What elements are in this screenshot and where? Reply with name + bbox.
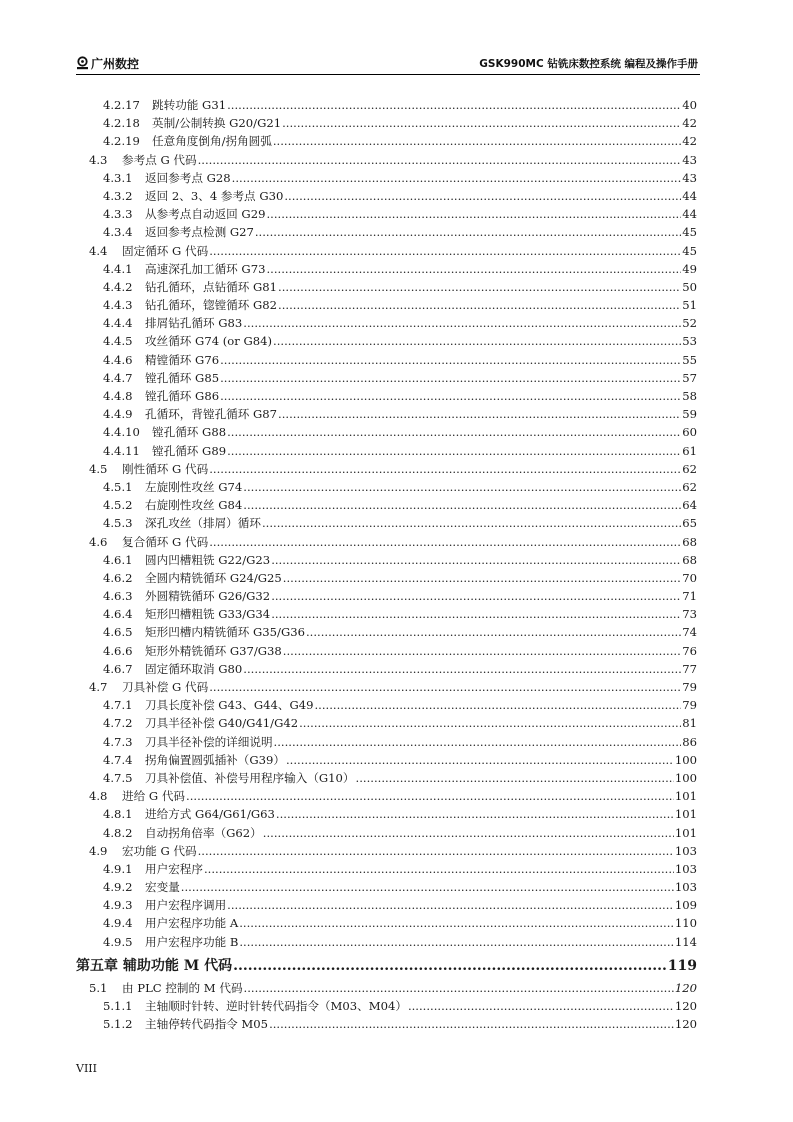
toc-entry-page: 101 [674, 805, 697, 823]
toc-entry[interactable] [0, 442, 793, 460]
toc-entry[interactable] [0, 278, 793, 296]
toc-entry-number: 4.7.4 [103, 752, 133, 767]
toc-entry[interactable] [0, 187, 793, 205]
toc-entry-page: 51 [681, 296, 697, 314]
toc-entry-title: 精镗循环 G76 [145, 352, 220, 367]
toc-entry-title: 刀具半径补偿 G40/G41/G42 [145, 716, 299, 731]
gsk-logo-icon [76, 56, 89, 70]
toc-entry[interactable] [0, 733, 793, 751]
toc-dot-leader [145, 296, 697, 314]
toc-entry-page: 103 [674, 842, 697, 860]
toc-entry-number: 4.6.3 [103, 589, 133, 604]
toc-dot-leader [145, 714, 697, 732]
toc-entry-number: 4.9.2 [103, 880, 133, 895]
toc-entry-page: 101 [674, 824, 697, 842]
toc-dot-leader [145, 569, 697, 587]
toc-entry-number: 4.8 [89, 789, 108, 804]
toc-dot-leader [145, 733, 697, 751]
toc-entry[interactable] [0, 860, 793, 878]
toc-entry-page: 55 [681, 351, 697, 369]
toc-dot-leader [145, 496, 697, 514]
toc-dot-leader [122, 242, 697, 260]
toc-entry-title: 任意角度倒角/拐角圆弧 [152, 134, 272, 149]
toc-entry-page: 59 [681, 405, 697, 423]
toc-entry-page: 120 [674, 1015, 697, 1033]
toc-entry-title: 圆内凹槽粗铣 G22/G23 [145, 552, 271, 567]
toc-dot-leader [122, 787, 697, 805]
toc-entry[interactable] [0, 842, 793, 860]
toc-entry[interactable] [0, 405, 793, 423]
toc-dot-leader [145, 824, 697, 842]
toc-dot-leader [145, 514, 697, 532]
toc-entry-number: 4.4.5 [103, 334, 133, 349]
toc-entry-number: 4.7 [89, 680, 108, 694]
toc-entry-title: 刀具补偿 G 代码 [122, 680, 209, 694]
toc-entry-number: 4.3.1 [103, 170, 133, 185]
toc-entry-title: 参考点 G 代码 [122, 152, 197, 167]
toc-entry-page: 43 [681, 151, 697, 169]
page-number: VIII [76, 1062, 97, 1075]
toc-entry-page: 45 [681, 242, 697, 260]
toc-entry-number: 4.5.3 [103, 516, 133, 531]
toc-entry[interactable] [0, 824, 793, 842]
toc-entry-number: 4.4.7 [103, 370, 133, 385]
toc-entry-title: 高速深孔加工循环 G73 [145, 261, 266, 276]
toc-entry-page: 73 [681, 605, 697, 623]
toc-entry-number: 4.4.10 [103, 425, 140, 440]
toc-dot-leader [145, 169, 697, 187]
toc-entry-page: 45 [681, 223, 697, 241]
toc-entry-title: 用户宏程序功能 B [145, 934, 239, 949]
toc-entry-number: 4.5.2 [103, 498, 133, 513]
manual-title: GSK990MC 钻铣床数控系统 编程及操作手册 [479, 58, 698, 70]
toc-entry-page: 44 [681, 187, 697, 205]
toc-entry-number: 4.8.2 [103, 825, 133, 840]
toc-entry-title: 镗孔循环 G88 [152, 425, 227, 440]
toc-entry[interactable] [0, 933, 793, 951]
toc-chapter-entry[interactable] [0, 953, 793, 979]
toc-entry-title: 进给方式 G64/G61/G63 [145, 807, 275, 822]
toc-entry-page: 49 [681, 260, 697, 278]
toc-entry-number: 4.4.8 [103, 389, 133, 403]
toc-entry-number: 4.6.4 [103, 607, 133, 622]
toc-entry-title: 固定循环 G 代码 [122, 243, 209, 258]
toc-entry-page: 52 [681, 314, 697, 332]
toc-entry-title: 返回参考点 G28 [145, 170, 231, 185]
toc-entry-title: 用户宏程序调用 [145, 898, 227, 913]
toc-entry-number: 4.4.3 [103, 298, 133, 313]
toc-entry-number: 4.7.5 [103, 770, 133, 785]
toc-entry-number: 4.6.1 [103, 552, 133, 567]
toc-entry[interactable] [0, 169, 793, 187]
toc-dot-leader [145, 314, 697, 332]
toc-dot-leader [145, 933, 697, 951]
toc-entry[interactable] [0, 769, 793, 787]
toc-entry[interactable] [0, 314, 793, 332]
toc-dot-leader [145, 914, 697, 932]
toc-entry-title: 进给 G 代码 [122, 789, 186, 804]
toc-entry[interactable] [0, 660, 793, 678]
toc-dot-leader [145, 997, 697, 1015]
toc-entry-number: 4.6.5 [103, 625, 133, 640]
toc-entry-number: 4.4.2 [103, 279, 133, 294]
toc-entry-title: 钻孔循环，锪镗循环 G82 [145, 298, 278, 313]
toc-entry-number: 4.4.1 [103, 261, 133, 276]
toc-dot-leader [145, 769, 697, 787]
toc-dot-leader [152, 114, 697, 132]
toc-entry-title: 孔循环，背镗孔循环 G87 [145, 407, 278, 422]
toc-dot-leader [145, 205, 697, 223]
toc-entry-page: 101 [674, 787, 697, 805]
toc-entry-page: 64 [681, 496, 697, 514]
toc-entry[interactable] [0, 878, 793, 896]
toc-entry-title: 第五章 辅助功能 M 代码 [76, 957, 233, 974]
toc-entry[interactable] [0, 387, 793, 405]
toc-entry-title: 返回参考点检测 G27 [145, 225, 254, 240]
toc-entry[interactable] [0, 242, 793, 260]
toc-dot-leader [122, 678, 697, 696]
toc-entry[interactable] [0, 351, 793, 369]
toc-entry-title: 外圆精铣循环 G26/G32 [145, 589, 271, 604]
toc-entry-page: 100 [674, 751, 697, 769]
toc-entry-number: 4.4.11 [103, 443, 140, 458]
toc-entry-title: 从参考点自动返回 G29 [145, 207, 266, 222]
toc-entry-number: 4.6 [89, 534, 108, 549]
toc-entry[interactable] [0, 914, 793, 932]
logo-text: 广州数控 [91, 56, 140, 71]
toc-entry[interactable] [0, 605, 793, 623]
toc-dot-leader [145, 1015, 697, 1033]
toc-entry-page: 58 [681, 387, 697, 405]
toc-dot-leader [145, 187, 697, 205]
toc-entry-page: 53 [681, 332, 697, 350]
toc-entry-number: 5.1.2 [103, 1017, 133, 1032]
toc-entry-number: 4.9.3 [103, 898, 133, 913]
toc-entry-page: 120 [674, 997, 697, 1015]
toc-entry-number: 4.3 [89, 152, 108, 167]
toc-entry-page: 119 [667, 953, 697, 979]
toc-entry-number: 4.7.1 [103, 698, 133, 713]
toc-entry-title: 用户宏程序功能 A [145, 916, 239, 931]
table-of-contents [0, 96, 793, 1033]
toc-entry[interactable] [0, 551, 793, 569]
toc-entry-title: 深孔攻丝（排屑）循环 [145, 516, 261, 531]
toc-entry[interactable] [0, 496, 793, 514]
toc-entry[interactable] [0, 132, 793, 150]
toc-dot-leader [76, 953, 697, 979]
toc-entry[interactable] [0, 678, 793, 696]
toc-entry[interactable] [0, 296, 793, 314]
toc-entry-title: 复合循环 G 代码 [122, 534, 209, 549]
toc-entry-page: 70 [681, 569, 697, 587]
toc-entry-page: 109 [674, 896, 697, 914]
toc-entry-page: 114 [674, 933, 697, 951]
toc-entry[interactable] [0, 623, 793, 641]
toc-entry-title: 全圆内精铣循环 G24/G25 [145, 570, 282, 585]
toc-entry[interactable] [0, 151, 793, 169]
toc-entry-title: 镗孔循环 G89 [152, 443, 227, 458]
toc-dot-leader [145, 260, 697, 278]
toc-dot-leader [145, 605, 697, 623]
toc-entry-number: 4.9.5 [103, 934, 133, 949]
toc-entry-title: 刀具补偿值、补偿号用程序输入（G10） [145, 770, 355, 785]
toc-entry-page: 42 [681, 132, 697, 150]
toc-entry-number: 4.7.3 [103, 734, 133, 749]
toc-entry-page: 62 [681, 460, 697, 478]
toc-entry-page: 79 [681, 678, 697, 696]
toc-entry-number: 4.9.1 [103, 861, 133, 876]
toc-dot-leader [145, 351, 697, 369]
toc-dot-leader [145, 369, 697, 387]
toc-entry-page: 103 [674, 860, 697, 878]
toc-entry[interactable] [0, 569, 793, 587]
toc-dot-leader [145, 878, 697, 896]
toc-entry-title: 矩形凹槽内精铣循环 G35/G36 [145, 625, 305, 640]
toc-entry[interactable] [0, 1015, 793, 1033]
toc-entry-page: 68 [681, 551, 697, 569]
company-logo [76, 55, 139, 71]
toc-entry-number: 4.4.4 [103, 316, 133, 331]
toc-entry-number: 4.3.2 [103, 188, 133, 203]
toc-entry-title: 镗孔循环 G85 [145, 370, 220, 385]
toc-entry-page: 110 [674, 914, 697, 932]
toc-entry-title: 左旋刚性攻丝 G74 [145, 479, 243, 494]
toc-entry-number: 4.6.7 [103, 661, 133, 676]
toc-entry[interactable] [0, 751, 793, 769]
toc-entry-page: 42 [681, 114, 697, 132]
toc-dot-leader [145, 751, 697, 769]
toc-dot-leader [152, 442, 697, 460]
toc-entry-title: 宏功能 G 代码 [122, 843, 197, 858]
toc-entry-title: 刚性循环 G 代码 [122, 461, 209, 476]
toc-entry-page: 77 [681, 660, 697, 678]
toc-entry-number: 4.7.2 [103, 716, 133, 731]
toc-dot-leader [152, 132, 697, 150]
toc-entry[interactable] [0, 533, 793, 551]
toc-entry[interactable] [0, 478, 793, 496]
toc-dot-leader [152, 96, 697, 114]
toc-entry-title: 跳转功能 G31 [152, 98, 227, 112]
toc-entry-title: 钻孔循环，点钻循环 G81 [145, 279, 278, 294]
toc-entry[interactable] [0, 369, 793, 387]
toc-entry[interactable] [0, 205, 793, 223]
toc-dot-leader [145, 587, 697, 605]
toc-entry-title: 矩形外精铣循环 G37/G38 [145, 643, 282, 658]
toc-entry-page: 76 [681, 642, 697, 660]
toc-dot-leader [122, 151, 697, 169]
toc-entry-title: 排屑钻孔循环 G83 [145, 316, 243, 331]
toc-entry-number: 5.1.1 [103, 999, 133, 1013]
toc-entry-title: 拐角偏置圆弧插补（G39） [145, 752, 285, 767]
toc-dot-leader [145, 623, 697, 641]
toc-entry-number: 4.2.18 [103, 116, 140, 131]
toc-entry-number: 4.9 [89, 843, 108, 858]
toc-dot-leader [145, 805, 697, 823]
toc-entry-number: 4.2.17 [103, 98, 140, 112]
toc-entry-page: 86 [681, 733, 697, 751]
toc-dot-leader [145, 860, 697, 878]
toc-entry[interactable] [0, 979, 793, 997]
toc-entry-number: 4.5.1 [103, 479, 133, 494]
toc-entry[interactable] [0, 223, 793, 241]
toc-entry-page: 60 [681, 423, 697, 441]
toc-entry[interactable] [0, 805, 793, 823]
toc-entry[interactable] [0, 997, 793, 1015]
toc-entry-page: 103 [674, 878, 697, 896]
toc-entry-page: 74 [681, 623, 697, 641]
toc-entry[interactable] [0, 260, 793, 278]
toc-dot-leader [122, 460, 697, 478]
toc-entry[interactable] [0, 787, 793, 805]
toc-entry-number: 4.3.3 [103, 207, 133, 222]
toc-dot-leader [145, 223, 697, 241]
toc-entry-page: 44 [681, 205, 697, 223]
toc-dot-leader [145, 551, 697, 569]
toc-entry-title: 矩形凹槽粗铣 G33/G34 [145, 607, 271, 622]
toc-entry-title: 自动拐角倍率（G62） [145, 825, 262, 840]
toc-entry-title: 攻丝循环 G74 (or G84) [145, 334, 273, 349]
toc-entry-title: 由 PLC 控制的 M 代码 [122, 980, 243, 995]
toc-entry-number: 4.4.9 [103, 407, 133, 422]
toc-dot-leader [145, 332, 697, 350]
toc-entry-page: 62 [681, 478, 697, 496]
toc-dot-leader [145, 696, 697, 714]
toc-dot-leader [145, 478, 697, 496]
toc-entry-number: 4.4.6 [103, 352, 133, 367]
toc-entry[interactable] [0, 714, 793, 732]
toc-entry[interactable] [0, 696, 793, 714]
toc-entry-title: 右旋刚性攻丝 G84 [145, 498, 243, 513]
toc-dot-leader [145, 278, 697, 296]
toc-entry-number: 4.6.6 [103, 643, 133, 658]
toc-dot-leader [122, 533, 697, 551]
toc-entry-page: 100 [674, 769, 697, 787]
toc-dot-leader [152, 423, 697, 441]
toc-entry[interactable] [0, 96, 793, 114]
toc-entry-number: 4.3.4 [103, 225, 133, 240]
toc-entry-title: 镗孔循环 G86 [145, 389, 220, 403]
toc-entry[interactable] [0, 423, 793, 441]
toc-entry[interactable] [0, 332, 793, 350]
toc-entry-number: 4.2.19 [103, 134, 140, 149]
toc-entry-number: 4.8.1 [103, 807, 133, 822]
toc-entry-page: 57 [681, 369, 697, 387]
toc-entry[interactable] [0, 514, 793, 532]
page-header [76, 52, 700, 75]
toc-entry[interactable] [0, 587, 793, 605]
toc-dot-leader [145, 405, 697, 423]
toc-entry-number: 5.1 [89, 980, 108, 995]
toc-dot-leader [122, 979, 697, 997]
toc-dot-leader [145, 642, 697, 660]
toc-entry-page: 50 [681, 278, 697, 296]
toc-entry-title: 返回 2、3、4 参考点 G30 [145, 188, 284, 203]
toc-entry-title: 用户宏程序 [145, 861, 203, 876]
toc-entry-title: 固定循环取消 G80 [145, 661, 243, 676]
toc-entry-title: 宏变量 [145, 880, 180, 895]
toc-dot-leader [145, 660, 697, 678]
toc-entry-number: 4.6.2 [103, 570, 133, 585]
toc-dot-leader [145, 387, 697, 405]
toc-entry-title: 刀具半径补偿的详细说明 [145, 734, 273, 749]
toc-entry-title: 刀具长度补偿 G43、G44、G49 [145, 698, 314, 713]
toc-entry-title: 主轴顺时针转、逆时针转代码指令（M03、M04） [145, 999, 407, 1013]
toc-entry-page: 68 [681, 533, 697, 551]
toc-entry-page: 65 [681, 514, 697, 532]
toc-entry-number: 4.4 [89, 243, 108, 258]
toc-entry[interactable] [0, 114, 793, 132]
toc-entry-page: 71 [681, 587, 697, 605]
toc-dot-leader [145, 896, 697, 914]
toc-entry-page: 120 [674, 979, 697, 997]
toc-entry-page: 61 [681, 442, 697, 460]
toc-entry-page: 43 [681, 169, 697, 187]
toc-entry[interactable] [0, 460, 793, 478]
toc-entry[interactable] [0, 896, 793, 914]
toc-entry-page: 40 [681, 96, 697, 114]
toc-entry-number: 4.5 [89, 461, 108, 476]
toc-entry-title: 主轴停转代码指令 M05 [145, 1017, 269, 1032]
toc-entry[interactable] [0, 642, 793, 660]
toc-dot-leader [122, 842, 697, 860]
toc-entry-number: 4.9.4 [103, 916, 133, 931]
toc-entry-page: 81 [681, 714, 697, 732]
toc-entry-page: 79 [681, 696, 697, 714]
toc-entry-title: 英制/公制转换 G20/G21 [152, 116, 282, 131]
